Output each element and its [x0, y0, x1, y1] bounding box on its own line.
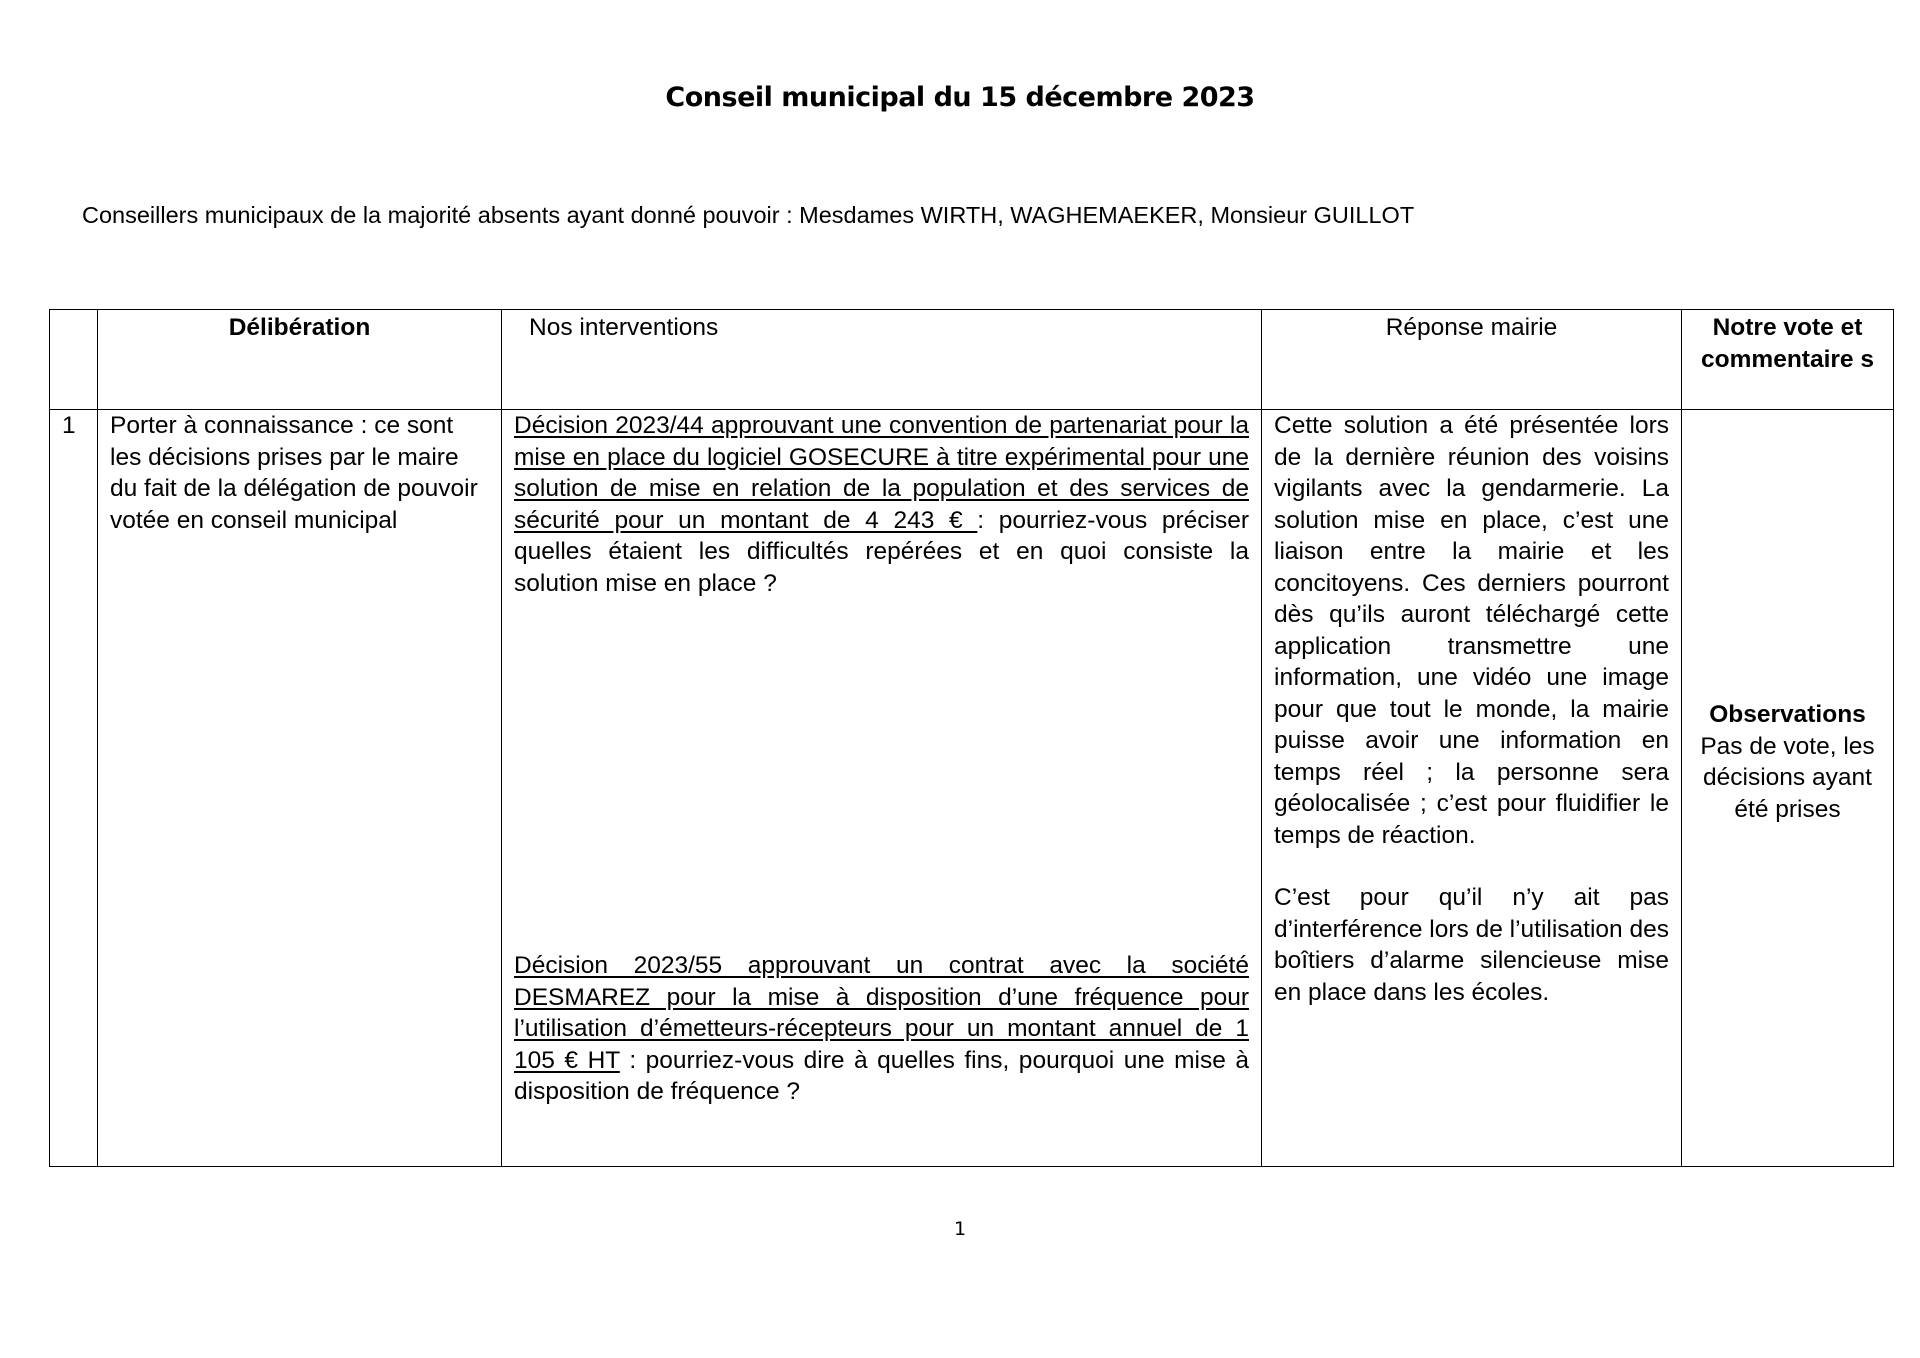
absent-councillors-note: Conseillers municipaux de la majorité absents ayant donné pouvoir : Mesdames WIRTH, WAGHEMAEKER, Monsieur GUILLOT [82, 202, 1415, 228]
question-text: : pourriez-vous préciser quelles étaient les difficultés repérées et en quoi consiste la solution mise en place ? [514, 506, 1249, 597]
response-item: C’est pour qu’il n’y ait pas d’interférence lors de l’utilisation des boîtiers d’alarme silencieuse mise en place dans les écoles. [1274, 884, 1669, 1006]
table-header-row [50, 310, 1894, 410]
interventions-cell [502, 410, 1262, 1167]
header-vote: Notre vote et commentaire s [1682, 310, 1894, 410]
header-number [50, 310, 98, 410]
intervention-item [514, 950, 1249, 1108]
decision-text: Décision 2023/44 approuvant une convention de partenariat pour la mise en place du logiciel GOSECURE à titre expérimental pour une solution de mise en relation de la population et des services de sécurité pour un montant de 4 243 € [514, 412, 1249, 534]
page-number: 1 [953, 1218, 967, 1240]
header-response: Réponse mairie [1262, 310, 1682, 410]
document-title: Conseil municipal du 15 décembre 2023 [665, 82, 1255, 113]
response-item: Cette solution a été présentée lors de la dernière réunion des voisins vigilants avec la gendarmerie. La solution mise en place, c’est une liaison entre la mairie et les concitoyens. Ces derniers pourront dès qu’ils auront téléchargé cette application transmettre une information, une vidéo une image pour que tout le monde, la mairie puisse avoir une information en temps réel ; la personne sera géolocalisée ; c’est pour fluidifier le temps de réaction. [1274, 412, 1669, 849]
intervention-item [514, 410, 1249, 599]
header-deliberation: Délibération [98, 310, 502, 410]
header-interventions: Nos interventions [502, 310, 1262, 410]
row-number: 1 [50, 410, 98, 1167]
deliberations-table [49, 309, 1894, 1167]
vote-cell [1682, 410, 1894, 1167]
table-row [50, 410, 1894, 1167]
decision-text: Décision 2023/55 approuvant un contrat avec la société DESMAREZ pour la mise à disposition d’une fréquence pour l’utilisation d’émetteurs-récepteurs pour un montant annuel de 1 105 € HT [514, 952, 1249, 1074]
question-text: : pourriez-vous dire à quelles fins, pourquoi une mise à disposition de fréquence ? [514, 1046, 1249, 1105]
deliberation-text: Porter à connaissance : ce sont les décisions prises par le maire du fait de la délégation de pouvoir votée en conseil municipal [98, 410, 502, 1167]
vote-text: Pas de vote, les décisions ayant été prises [1700, 732, 1875, 823]
vote-title: Observations [1709, 701, 1866, 728]
response-cell [1262, 410, 1682, 1167]
